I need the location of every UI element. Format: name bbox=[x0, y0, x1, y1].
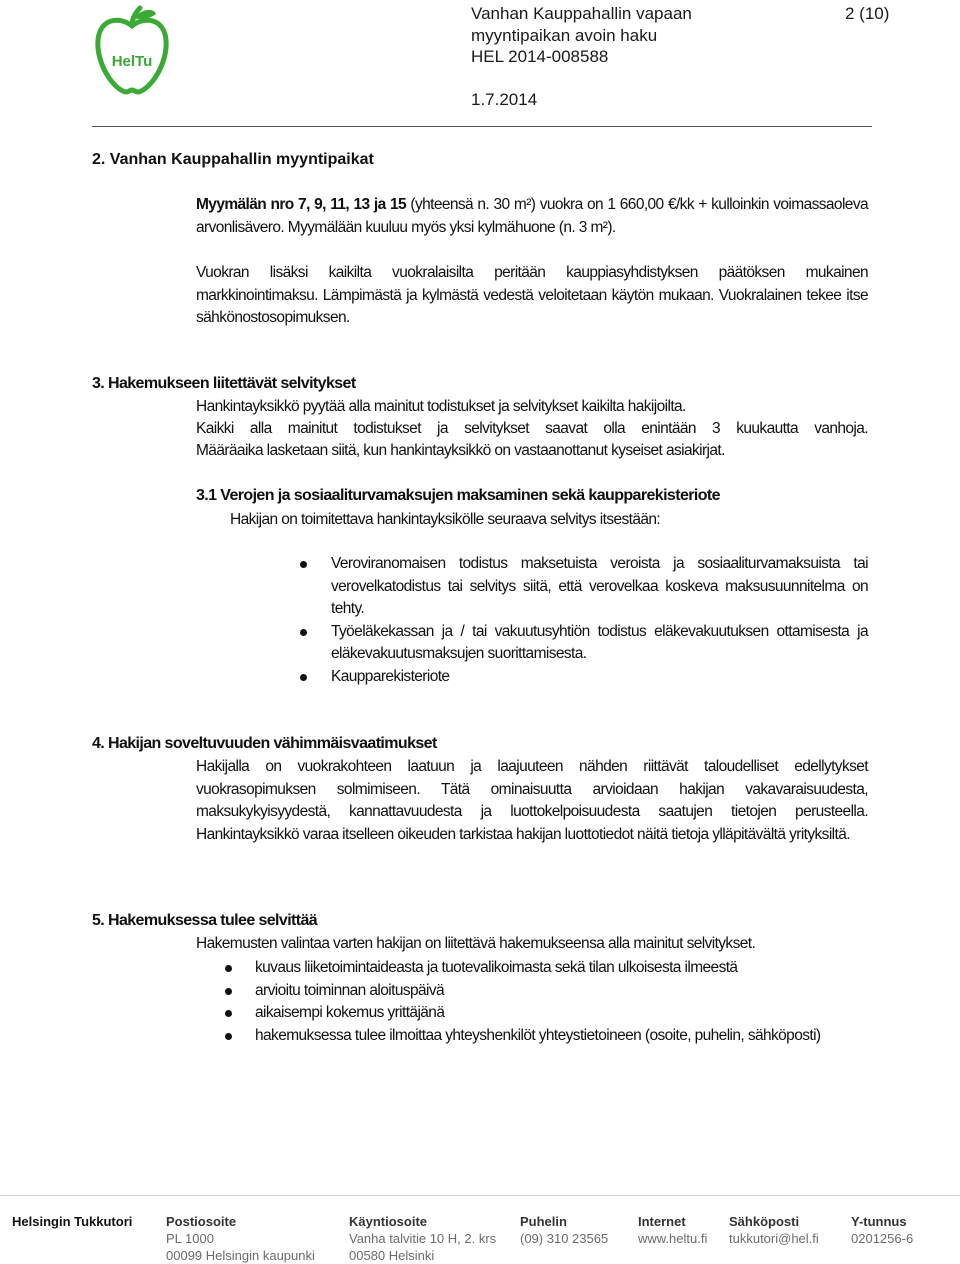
footer-phone bbox=[520, 1213, 608, 1247]
doc-title-line2: myyntipaikan avoin haku bbox=[471, 26, 658, 45]
footer-email bbox=[729, 1213, 819, 1247]
footer-org-name: Helsingin Tukkutori bbox=[12, 1214, 133, 1229]
list-item-text: hakemuksessa tulee ilmoittaa yhteyshenkilöt yhteystietoineen (osoite, puhelin, sähköposti) bbox=[255, 1026, 821, 1044]
list-item bbox=[331, 553, 868, 621]
section-3-1-intro: Hakijan on toimitettava hankintayksikölle seuraava selvitys itsestään: bbox=[230, 511, 661, 528]
list-item bbox=[255, 1002, 868, 1025]
footer-divider bbox=[0, 1195, 960, 1196]
footer-value: (09) 310 23565 bbox=[520, 1231, 609, 1246]
bullet-icon bbox=[300, 561, 307, 568]
section-5-heading: 5. Hakemuksessa tulee selvittää bbox=[92, 912, 318, 929]
section-5-list bbox=[255, 957, 868, 1047]
section-3-text-3: Määräaika lasketaan siitä, kun hankintayksikkö on vastaanottanut kyseiset asiakirjat. bbox=[196, 442, 725, 459]
footer-value: 00099 Helsingin kaupunki bbox=[166, 1248, 315, 1263]
header-divider bbox=[92, 126, 872, 127]
footer-business-id bbox=[851, 1213, 913, 1247]
list-item bbox=[255, 980, 868, 1003]
footer-email-link[interactable]: tukkutori@hel.fi bbox=[729, 1231, 819, 1246]
footer-label: Sähköposti bbox=[729, 1214, 800, 1229]
bullet-icon bbox=[225, 965, 232, 972]
section-4-paragraph: Hakijalla on vuokrakohteen laatuun ja laajuuteen nähden riittävät taloudelliset edellytykset vuokrasopimuksen solmimiseen. Tätä ominaisuutta arvioidaan hakijan vakavaraisuudesta, maksukykyisyydestä, kannattavuudesta ja luottokelpoisuudesta saatujen tietojen perusteella. Hankintayksikkö varaa itselleen oikeuden tarkistaa hakijan luottotiedot näitä tietoja ylläpitävältä yrityksiltä. bbox=[196, 758, 868, 843]
bullet-icon bbox=[225, 1010, 232, 1017]
section-2-paragraph-1 bbox=[196, 194, 868, 239]
footer-label: Käyntiosoite bbox=[349, 1214, 428, 1229]
footer-value: 00580 Helsinki bbox=[349, 1248, 435, 1263]
page-number: 2 (10) bbox=[845, 4, 890, 23]
list-item-text: aikaisempi kokemus yrittäjänä bbox=[255, 1004, 445, 1021]
list-item bbox=[331, 666, 868, 689]
doc-date: 1.7.2014 bbox=[471, 90, 538, 109]
bullet-icon bbox=[225, 1033, 232, 1040]
section-2-paragraph-2: Vuokran lisäksi kaikilta vuokralaisilta peritään kauppiasyhdistyksen päätöksen mukainen markkinointimaksu. Lämpimästä ja kylmästä vedestä veloitetaan käytön mukaan. Vuokralainen tekee itse sähkönostosopimuksen. bbox=[196, 264, 868, 326]
list-item bbox=[255, 1025, 868, 1048]
heltu-logo bbox=[92, 4, 172, 100]
list-item-text: Työeläkekassan ja / tai vakuutusyhtiön todistus eläkevakuutuksen ottamisesta ja eläkevakuutusmaksujen suorittamisesta. bbox=[331, 622, 868, 662]
section-3-text-2: Kaikki alla mainitut todistukset ja selvitykset saavat olla enintään 3 kuukautta vanhoja. bbox=[196, 420, 868, 437]
footer-label: Postiosoite bbox=[166, 1214, 237, 1229]
footer-label: Y-tunnus bbox=[851, 1214, 907, 1229]
section-3-text-1: Hankintayksikkö pyytää alla mainitut todistukset ja selvitykset kaikilta hakijoilta. bbox=[196, 398, 686, 415]
stores-numbers: Myymälän nro 7, 9, 11, 13 ja 15 bbox=[196, 196, 407, 213]
footer-value: 0201256-6 bbox=[851, 1231, 914, 1246]
footer-organisation bbox=[12, 1213, 132, 1230]
list-item-text: Veroviranomaisen todistus maksetuista veroista ja sosiaaliturvamaksuista tai verovelkatodistus tai selvitys siitä, että verovelkaa koskeva maksusuunnitelma on tehty. bbox=[331, 555, 868, 617]
section-3-1-list bbox=[331, 553, 868, 688]
section-5-intro: Hakemusten valintaa varten hakijan on liitettävä hakemukseensa alla mainitut selvitykset. bbox=[196, 935, 756, 952]
footer-value: Vanha talvitie 10 H, 2. krs bbox=[349, 1231, 497, 1246]
doc-title-line1: Vanhan Kauppahallin vapaan bbox=[471, 4, 692, 23]
list-item-text: arvioitu toiminnan aloituspäivä bbox=[255, 981, 445, 999]
footer-label: Puhelin bbox=[520, 1214, 567, 1229]
logo-text: HelTu bbox=[111, 53, 153, 70]
list-item-text: Kaupparekisteriote bbox=[331, 667, 450, 685]
rent-text: (yhteensä n. 30 m²) vuokra on 1 660,00 €/kk + kulloinkin voimassaoleva arvonlisävero. Myymälään kuuluu myös yksi kylmähuone (n. 3 m²). bbox=[196, 196, 868, 236]
list-item-text: kuvaus liiketoimintaideasta ja tuotevalikoimasta sekä tilan ulkoisesta ilmeestä bbox=[255, 959, 738, 976]
section-2-heading: 2. Vanhan Kauppahallin myyntipaikat bbox=[92, 151, 374, 168]
section-3-heading: 3. Hakemukseen liitettävät selvitykset bbox=[92, 375, 356, 392]
bullet-icon bbox=[300, 674, 307, 681]
footer-internet bbox=[638, 1213, 707, 1247]
section-4-heading: 4. Hakijan soveltuvuuden vähimmäisvaatimukset bbox=[92, 735, 437, 752]
footer-value: PL 1000 bbox=[166, 1231, 214, 1246]
doc-reference: HEL 2014-008588 bbox=[471, 47, 609, 66]
list-item bbox=[255, 957, 868, 980]
section-3-1-heading: 3.1 Verojen ja sosiaaliturvamaksujen maksaminen sekä kaupparekisteriote bbox=[196, 487, 720, 504]
bullet-icon bbox=[225, 988, 232, 995]
bullet-icon bbox=[300, 629, 307, 636]
footer-website-link[interactable]: www.heltu.fi bbox=[638, 1231, 708, 1246]
footer-postal-address bbox=[166, 1213, 315, 1264]
list-item bbox=[331, 621, 868, 666]
footer-label: Internet bbox=[638, 1214, 686, 1229]
footer-visiting-address bbox=[349, 1213, 496, 1264]
